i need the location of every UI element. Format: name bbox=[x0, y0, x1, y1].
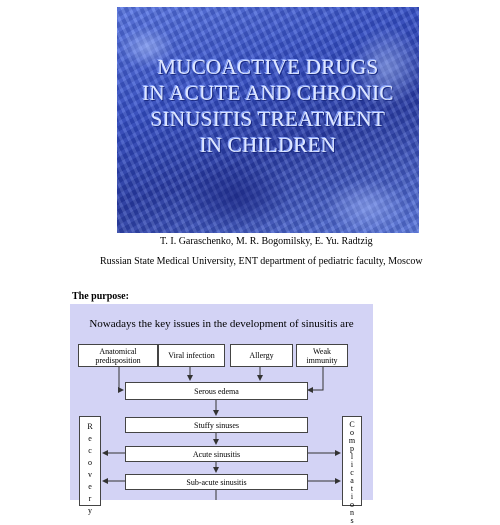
complications-column bbox=[342, 416, 362, 525]
recovery-letter: y bbox=[88, 506, 92, 515]
sinusitis-flow-diagram bbox=[70, 304, 373, 525]
serous-edema-box: Serous edema bbox=[125, 382, 308, 400]
diagram-heading: Nowadays the key issues in the development of sinusitis are bbox=[89, 318, 354, 330]
title-banner bbox=[117, 7, 419, 233]
complications-letter: c bbox=[350, 468, 354, 477]
stuffy-sinuses-box: Stuffy sinuses bbox=[125, 417, 308, 433]
complications-letter: a bbox=[350, 476, 354, 485]
subacute-sinusitis-box: Sub-acute sinusitis bbox=[125, 474, 308, 490]
complications-letter: o bbox=[350, 428, 354, 437]
complications-letter: l bbox=[350, 452, 354, 461]
cause-allergy: Allergy bbox=[230, 344, 293, 367]
complications-letter: t bbox=[350, 484, 354, 493]
recovery-letter: c bbox=[88, 446, 92, 455]
title-line: SINUSITIS TREATMENT bbox=[150, 107, 386, 131]
complications-letter: n bbox=[350, 508, 354, 517]
recovery-column bbox=[79, 416, 101, 515]
cause-viral: Viral infection bbox=[158, 344, 225, 367]
recovery-letter: e bbox=[88, 434, 92, 443]
cause-immunity: Weak immunity bbox=[296, 344, 348, 367]
affiliation: Russian State Medical University, ENT department of pediatric faculty, Moscow bbox=[100, 256, 423, 267]
complications-letter: i bbox=[350, 460, 354, 469]
complications-letter: p bbox=[350, 444, 354, 453]
recovery-letter: e bbox=[88, 482, 92, 491]
purpose-heading: The purpose: bbox=[72, 291, 129, 302]
title-line: MUCOACTIVE DRUGS bbox=[157, 55, 379, 79]
recovery-letter: v bbox=[88, 470, 92, 479]
connector bbox=[308, 366, 323, 390]
recovery-letter: r bbox=[88, 494, 92, 503]
complications-letter: s bbox=[350, 516, 354, 525]
title-line: IN CHILDREN bbox=[199, 133, 337, 157]
complications-letter: o bbox=[350, 500, 354, 509]
paper-title bbox=[117, 54, 419, 158]
title-line: IN ACUTE AND CHRONIC bbox=[142, 81, 394, 105]
diagram-connectors bbox=[70, 304, 373, 500]
complications-letter: C bbox=[349, 420, 355, 429]
recovery-letter: R bbox=[87, 422, 93, 431]
cause-anatomical: Anatomical predisposition bbox=[78, 344, 158, 367]
acute-sinusitis-box: Acute sinusitis bbox=[125, 446, 308, 462]
complications-letter: m bbox=[348, 436, 356, 445]
authors: T. I. Garaschenko, M. R. Bogomilsky, E. Yu. Radtzig bbox=[160, 236, 373, 247]
recovery-letter: o bbox=[88, 458, 92, 467]
connector bbox=[119, 366, 123, 390]
complications-letter: i bbox=[350, 492, 354, 501]
